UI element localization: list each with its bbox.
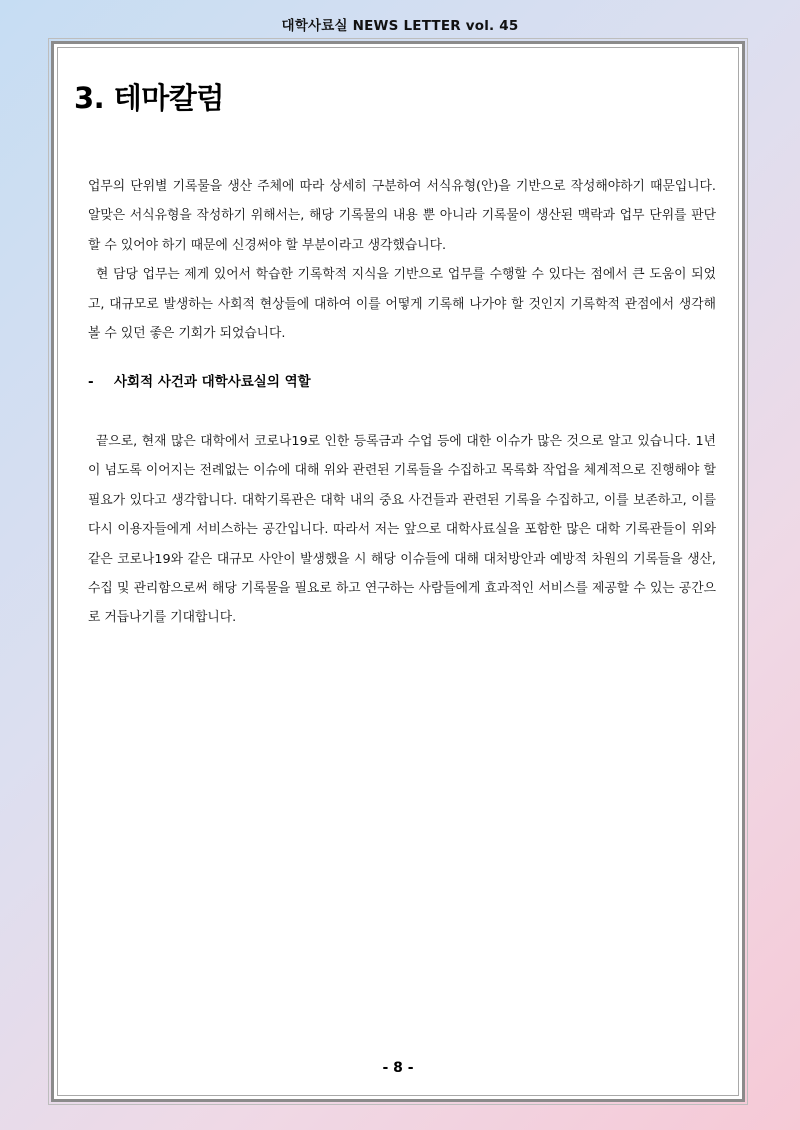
subheading-dash: -	[88, 374, 94, 390]
subheading-text: 사회적 사건과 대학사료실의 역할	[114, 374, 311, 390]
section-title: 3. 테마칼럼	[74, 81, 224, 115]
intro-paragraph-1: 업무의 단위별 기록물을 생산 주체에 따라 상세히 구분하여 서식유형(안)을 기반으로 작성해야하기 때문입니다. 알맞은 서식유형을 작성하기 위해서는, 해당 기록물의 내용 뿐 아니라 기록물이 생산된 맥락과 업무 단위를 판단할 수 있어야 하기 때문에 신경써야 할 부분이라고 생각했습니다.	[88, 179, 716, 253]
newsletter-header-title: 대학사료실 NEWS LETTER vol. 45	[281, 18, 519, 34]
main-paragraph-1: 끝으로, 현재 많은 대학에서 코로나19로 인한 등록금과 수업 등에 대한 이슈가 많은 것으로 알고 있습니다. 1년이 넘도록 이어지는 전례없는 이슈에 대해 위와 관련된 기록들을 수집하고 목록화 작업을 체계적으로 진행해야 할 필요가 있다고 생각합니다. 대학기록관은 대학 내의 중요 사건들과 관련된 기록을 수집하고, 이를 보존하고, 이를 다시 이용자들에게 서비스하는 공간입니다. 따라서 저는 앞으로 대학사료실을 포함한 많은 대학 기록관들이 위와 같은 코로나19와 같은 대규모 사안이 발생했을 시 해당 이슈들에 대해 대처방안과 예방적 차원의 기록들을 생산, 수집 및 관리함으로써 해당 기록물을 필요로 하고 연구하는 사람들에게 효과적인 서비스를 제공할 수 있는 공간으로 거듭나기를 기대합니다.	[88, 434, 716, 626]
subheading	[88, 370, 311, 390]
main-text-block	[88, 427, 716, 633]
page-frame	[51, 41, 745, 1102]
intro-paragraph-2: 현 담당 업무는 제게 있어서 학습한 기록학적 지식을 기반으로 업무를 수행할 수 있다는 점에서 큰 도움이 되었고, 대규모로 발생하는 사회적 현상들에 대하여 이를 어떻게 기록해 나가야 할 것인지 기록학적 관점에서 생각해 볼 수 있던 좋은 기회가 되었습니다.	[88, 267, 716, 342]
intro-text-block	[88, 172, 716, 348]
page-number: - 8 -	[382, 1060, 414, 1076]
